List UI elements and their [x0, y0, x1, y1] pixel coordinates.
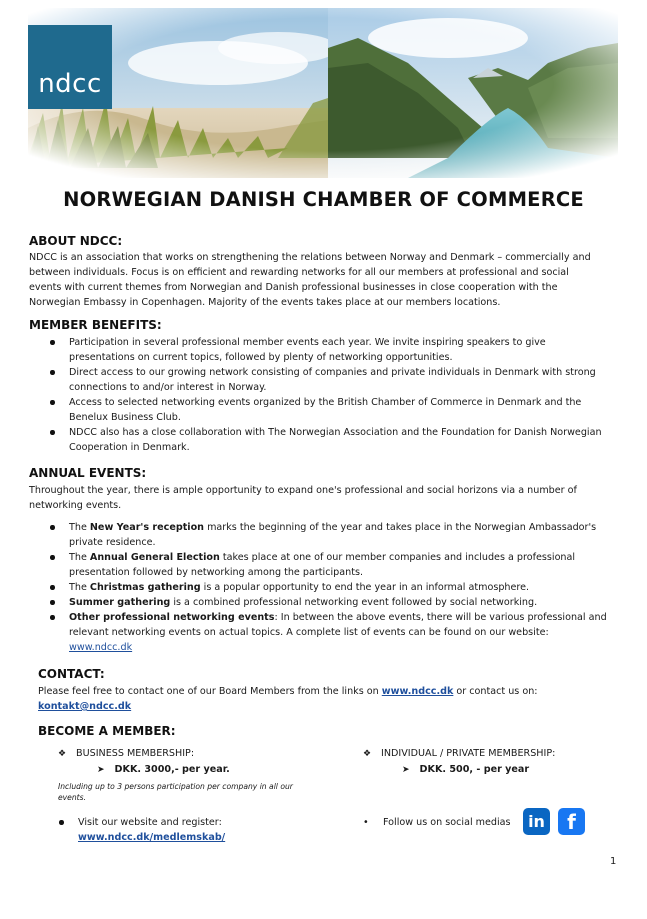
benefits-heading: MEMBER BENEFITS:: [29, 318, 162, 332]
about-paragraph: [29, 250, 591, 310]
list-item: The Annual General Election takes place at one of our member companies and includes a professional presentation followed by networking among the participants.: [29, 550, 607, 580]
about-line: NDCC is an association that works on strengthening the relations between Norway and Denmark – commercially and: [29, 252, 591, 263]
social-media-text: • Follow us on social medias: [363, 817, 511, 828]
page-title: NORWEGIAN DANISH CHAMBER OF COMMERCE: [63, 188, 584, 211]
list-item: Visit our website and register: www.ndcc.dk/medlemskab/: [38, 815, 225, 845]
contact-website-link[interactable]: www.ndcc.dk: [381, 686, 454, 697]
about-line: between individuals. Focus is on efficient and rewarding networks for all our members at professional and social: [29, 267, 569, 278]
diamond-bullet-icon: ❖: [363, 748, 372, 759]
list-item: Other professional networking events: In between the above events, there will be various professional and relevant networking events on actual topics. A complete list of events can be found on our website: www.ndcc.dk: [29, 610, 607, 655]
contact-heading: CONTACT:: [38, 667, 105, 681]
events-intro: Throughout the year, there is ample opportunity to expand one's professional and social horizons via a number of networking events.: [29, 485, 577, 511]
arrow-bullet-icon: ➤: [402, 764, 410, 775]
become-member-heading: BECOME A MEMBER:: [38, 724, 176, 738]
logo-text: ndcc: [38, 69, 102, 99]
individual-membership: ❖ INDIVIDUAL / PRIVATE MEMBERSHIP: ➤ DKK. 500, - per year: [363, 748, 556, 775]
linkedin-icon[interactable]: in: [523, 808, 550, 835]
events-heading: ANNUAL EVENTS:: [29, 466, 147, 480]
list-item: Summer gathering is a combined professional networking event followed by social networking.: [29, 595, 607, 610]
register-link[interactable]: www.ndcc.dk/medlemskab/: [78, 832, 226, 843]
about-heading: ABOUT NDCC:: [29, 234, 123, 248]
events-website-link[interactable]: www.ndcc.dk: [69, 642, 133, 653]
contact-paragraph: Please feel free to contact one of our Board Members from the links on www.ndcc.dk or contact us on: kontakt@ndcc.dk: [38, 686, 538, 712]
list-item: Access to selected networking events organized by the British Chamber of Commerce in Denmark and the Benelux Business Club.: [29, 395, 602, 425]
list-item: The Christmas gathering is a popular opportunity to end the year in an informal atmosphere.: [29, 580, 607, 595]
contact-email-link[interactable]: kontakt@ndcc.dk: [38, 701, 132, 712]
business-membership: ❖ BUSINESS MEMBERSHIP: ➤ DKK. 3000,- per year. Including up to 3 persons participation per company in all our events.: [58, 748, 318, 803]
diamond-bullet-icon: ❖: [58, 748, 67, 759]
page-number: 1: [610, 856, 617, 867]
list-item: Direct access to our growing network consisting of companies and private individuals in Denmark with strong connections to and/or interest in Norway.: [29, 365, 602, 395]
list-item: NDCC also has a close collaboration with The Norwegian Association and the Foundation for Danish Norwegian Cooperation in Denmark.: [29, 425, 602, 455]
business-membership-note: Including up to 3 persons participation per company in all our events.: [58, 782, 293, 802]
facebook-icon[interactable]: f: [558, 808, 585, 835]
about-line: events with current themes from Norwegian and Danish professional businesses in close cooperation with the: [29, 282, 558, 293]
benefits-list: [29, 335, 602, 455]
register-list: [38, 815, 225, 845]
events-list: [29, 520, 607, 655]
ndcc-logo: [28, 25, 112, 109]
list-item: The New Year's reception marks the beginning of the year and takes place in the Norwegian Ambassador's private residence.: [29, 520, 607, 550]
header-photo-banner: [28, 8, 618, 178]
arrow-bullet-icon: ➤: [97, 764, 105, 775]
about-line: Norwegian Embassy in Copenhagen. Majority of the events takes place at our members locations.: [29, 297, 501, 308]
list-item: Participation in several professional member events each year. We invite inspiring speakers to give presentations on current topics, followed by plenty of networking opportunities.: [29, 335, 602, 365]
